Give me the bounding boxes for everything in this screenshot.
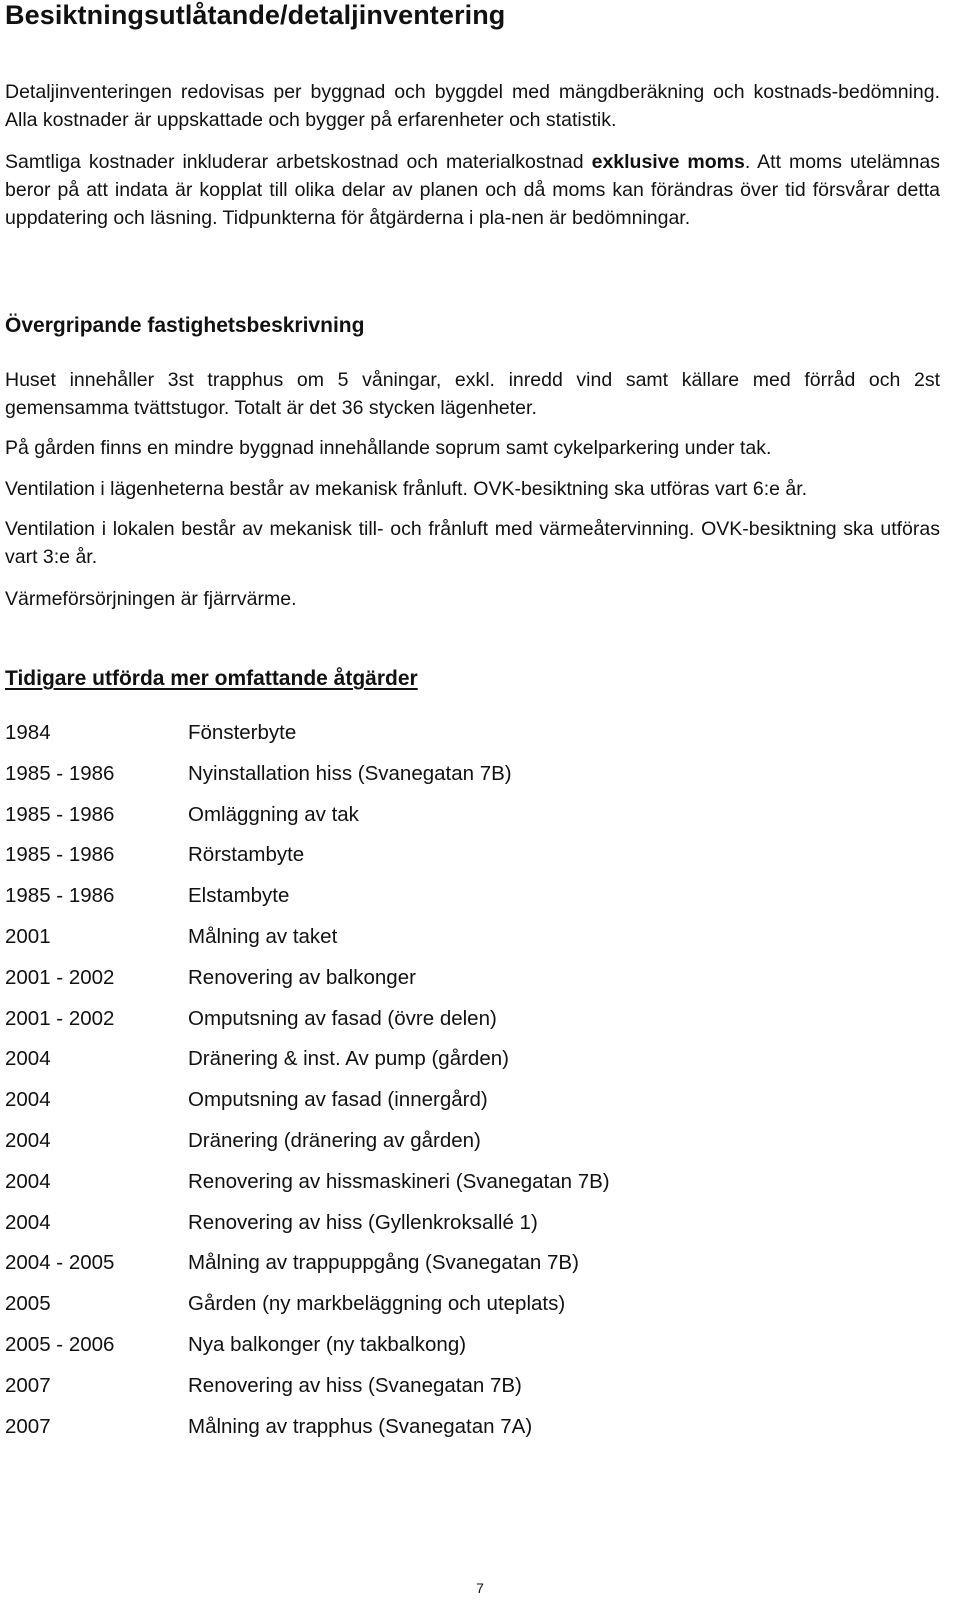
table-row xyxy=(5,1331,940,1372)
property-paragraph-heating: Värmeförsörjningen är fjärrvärme. xyxy=(5,588,297,610)
property-paragraph-premises-ventilation: Ventilation i lokalen består av mekanisk till- och frånluft med värmeåtervinning. OVK-besiktning ska utföras vart 3:e år. xyxy=(5,518,940,568)
vat-paragraph xyxy=(5,148,940,232)
year-cell: 2005 - 2006 xyxy=(5,1332,115,1356)
table-row xyxy=(5,964,940,1005)
table-row xyxy=(5,760,940,801)
vat-bold-text: exklusive moms xyxy=(591,151,745,173)
measure-cell: Nya balkonger (ny takbalkong) xyxy=(188,1332,467,1356)
table-row xyxy=(5,1045,940,1086)
measure-cell: Renovering av balkonger xyxy=(188,965,416,989)
measure-cell: Dränering (dränering av gården) xyxy=(188,1128,481,1152)
table-row xyxy=(5,719,940,760)
year-cell: 1985 - 1986 xyxy=(5,884,115,908)
measure-cell: Målning av trappuppgång (Svanegatan 7B) xyxy=(188,1251,579,1275)
table-row xyxy=(5,1005,940,1046)
table-row xyxy=(5,1209,940,1250)
year-cell: 1985 - 1986 xyxy=(5,843,115,867)
vat-lead-text: Samtliga kostnader inkluderar arbetskostnad och materialkostnad xyxy=(5,151,584,173)
measure-cell: Gården (ny markbeläggning och uteplats) xyxy=(188,1292,566,1316)
year-cell: 2007 xyxy=(5,1414,51,1438)
property-paragraph-courtyard: På gården finns en mindre byggnad innehållande soprum samt cykelparkering under tak. xyxy=(5,437,772,459)
table-row xyxy=(5,1127,940,1168)
measure-cell: Dränering & inst. Av pump (gården) xyxy=(188,1047,509,1071)
year-cell: 2004 xyxy=(5,1169,51,1193)
table-row xyxy=(5,1290,940,1331)
measure-cell: Renovering av hiss (Gyllenkroksallé 1) xyxy=(188,1210,538,1234)
page-number: 7 xyxy=(476,1580,484,1596)
table-row xyxy=(5,882,940,923)
table-row xyxy=(5,1249,940,1290)
previous-measures-heading: Tidigare utförda mer omfattande åtgärder xyxy=(5,667,418,690)
measure-cell: Elstambyte xyxy=(188,884,290,908)
year-cell: 2001 xyxy=(5,924,51,948)
table-row xyxy=(5,1413,940,1454)
measure-cell: Målning av trapphus (Svanegatan 7A) xyxy=(188,1414,533,1438)
year-cell: 1984 xyxy=(5,721,51,744)
year-cell: 2007 xyxy=(5,1373,51,1397)
measure-cell: Omputsning av fasad (övre delen) xyxy=(188,1006,497,1030)
measure-cell: Omläggning av tak xyxy=(188,802,359,826)
property-heading: Övergripande fastighetsbeskrivning xyxy=(5,314,365,337)
year-cell: 2001 - 2002 xyxy=(5,965,115,989)
measure-cell: Fönsterbyte xyxy=(188,721,297,744)
property-paragraph-building: Huset innehåller 3st trapphus om 5 våningar, exkl. inredd vind samt källare med förråd och 2st gemensamma tvättstugor. Totalt är det 36 stycken lägenheter. xyxy=(5,369,940,419)
measure-cell: Renovering av hiss (Svanegatan 7B) xyxy=(188,1373,522,1397)
intro-paragraph: Detaljinventeringen redovisas per byggnad och byggdel med mängdberäkning och kostnads-bedömning. Alla kostnader är uppskattade och bygger på erfarenheter och statistik. xyxy=(5,81,940,131)
measure-cell: Renovering av hissmaskineri (Svanegatan 7B) xyxy=(188,1169,610,1193)
year-cell: 2001 - 2002 xyxy=(5,1006,115,1030)
table-row xyxy=(5,841,940,882)
year-cell: 1985 - 1986 xyxy=(5,802,115,826)
table-row xyxy=(5,1372,940,1413)
table-row xyxy=(5,1168,940,1209)
year-cell: 1985 - 1986 xyxy=(5,761,115,785)
table-row xyxy=(5,1086,940,1127)
table-row xyxy=(5,923,940,964)
page-title: Besiktningsutlåtande/detaljinventering xyxy=(5,0,506,30)
property-paragraph-apartment-ventilation: Ventilation i lägenheterna består av mekanisk frånluft. OVK-besiktning ska utföras vart 6:e år. xyxy=(5,478,808,500)
measure-cell: Omputsning av fasad (innergård) xyxy=(188,1088,488,1112)
vat-rest-text: . Att moms utelämnas beror på att indata är kopplat till olika delar av planen och då moms kan förändras över tid försvårar detta uppdatering och läsning. Tidpunkterna för åtgärderna i pla-nen är bedömningar. xyxy=(5,151,940,229)
table-row xyxy=(5,801,940,842)
year-cell: 2004 xyxy=(5,1047,51,1071)
year-cell: 2004 xyxy=(5,1210,51,1234)
previous-measures-table xyxy=(5,719,940,1453)
year-cell: 2004 xyxy=(5,1088,51,1112)
year-cell: 2004 - 2005 xyxy=(5,1251,115,1275)
measure-cell: Nyinstallation hiss (Svanegatan 7B) xyxy=(188,761,512,785)
measure-cell: Rörstambyte xyxy=(188,843,305,867)
measure-cell: Målning av taket xyxy=(188,924,338,948)
year-cell: 2004 xyxy=(5,1128,51,1152)
year-cell: 2005 xyxy=(5,1292,51,1316)
